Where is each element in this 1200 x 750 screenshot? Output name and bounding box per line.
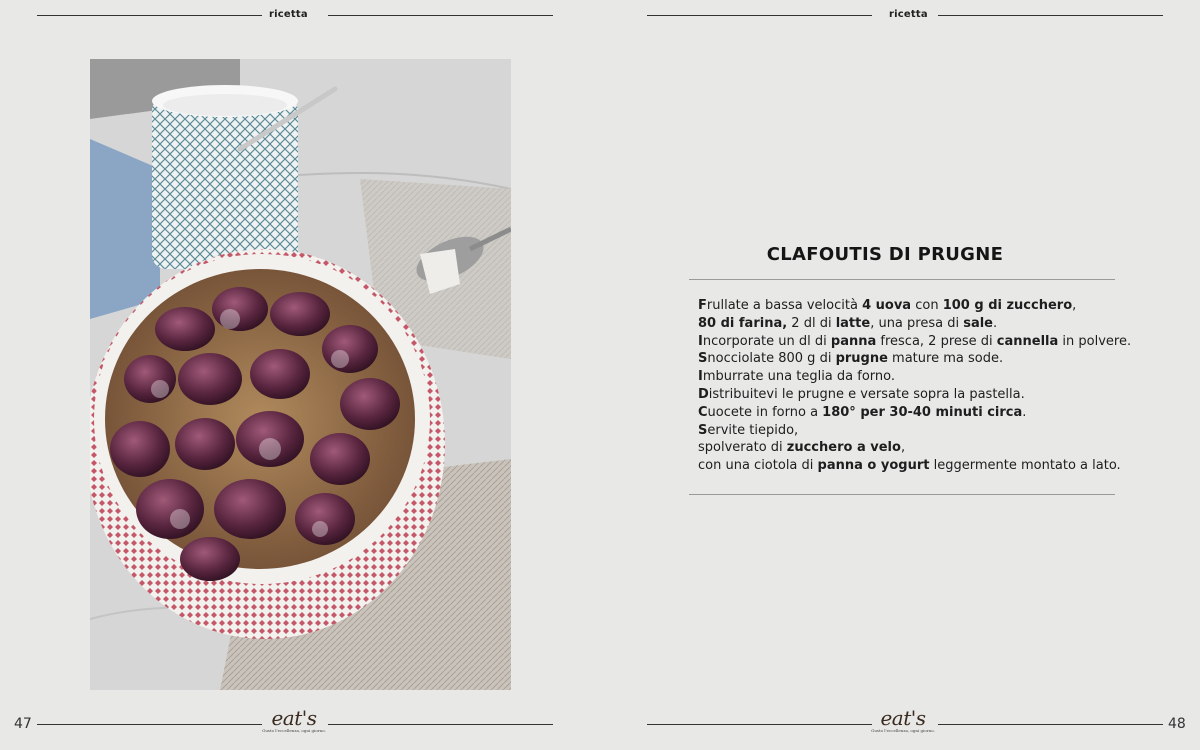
recipe-ingredient: C (698, 404, 708, 420)
header-rule-right (328, 15, 553, 16)
title-rule (689, 279, 1115, 280)
plum-clafoutis-illustration (90, 59, 511, 690)
recipe-line (698, 333, 1132, 351)
header-rule-left (37, 15, 262, 16)
recipe-photo (90, 59, 511, 690)
recipe-text: mburrate una teglia da forno. (702, 369, 895, 385)
recipe-line (698, 297, 1128, 315)
body-rule (689, 494, 1115, 495)
recipe-ingredient: prugne (835, 351, 888, 367)
footer-rule-right (938, 724, 1163, 725)
recipe-ingredient: 80 di farina, (698, 315, 788, 331)
recipe-text: spolverato di (698, 440, 787, 456)
header-rule-left (647, 15, 872, 16)
recipe-ingredient: S (698, 422, 708, 438)
recipe-text: . (993, 315, 998, 331)
eats-logo (868, 708, 938, 734)
recipe-line (698, 457, 1128, 475)
recipe-text: , una presa di (870, 315, 964, 331)
recipe-line (698, 404, 1128, 422)
recipe-text: con una ciotola di (698, 458, 818, 474)
logo-tagline: Gusto l'eccellenza, ogni giorno. (262, 728, 326, 733)
page-number-right: 48 (1168, 716, 1186, 732)
recipe-ingredient: panna (830, 333, 877, 349)
recipe-text: , (1072, 298, 1077, 313)
recipe-text: mature ma sode. (887, 351, 1004, 367)
recipe-title: CLAFOUTIS DI PRUGNE (766, 244, 1004, 265)
right-page (600, 0, 1200, 750)
recipe-ingredient: D (698, 386, 709, 402)
recipe-line (698, 368, 1128, 386)
recipe-ingredient: zucchero a velo (786, 440, 901, 456)
recipe-text: , (900, 440, 906, 456)
recipe-text: nocciolate 800 g di (707, 351, 836, 367)
recipe-text: uocete in forno a (707, 404, 823, 420)
recipe-ingredient: sale (963, 315, 994, 331)
footer-rule-left (37, 724, 262, 725)
recipe-ingredient: S (698, 351, 708, 367)
header-label: ricetta (889, 9, 928, 20)
recipe-ingredient: panna o yogurt (817, 458, 930, 474)
recipe-ingredient: F (698, 298, 707, 313)
recipe-line (698, 386, 1128, 404)
eats-logo (259, 708, 329, 734)
logo-tagline: Gusto l'eccellenza, ogni giorno. (871, 728, 935, 733)
recipe-ingredient: I (698, 369, 703, 385)
recipe-line (698, 422, 1128, 440)
recipe-text: con (911, 298, 943, 313)
recipe-text: ervite tiepido, (707, 422, 799, 438)
page-number-left: 47 (14, 716, 32, 732)
footer-rule-right (328, 724, 553, 725)
recipe-text: istribuitevi le prugne e versate sopra la pastella. (708, 386, 1025, 402)
recipe-text: rullate a bassa velocità (706, 298, 863, 313)
recipe-ingredient: 4 uova (862, 298, 912, 313)
recipe-line (698, 439, 1128, 457)
recipe-line (698, 350, 1128, 368)
recipe-text: . (1022, 404, 1027, 420)
recipe-instructions (698, 297, 1132, 475)
recipe-ingredient: latte (835, 315, 871, 331)
recipe-ingredient: I (698, 333, 703, 349)
recipe-line (698, 315, 1128, 333)
recipe-ingredient: 180° per 30-40 minuti circa (822, 404, 1023, 420)
recipe-text: ncorporate un dl di (702, 333, 831, 349)
logo-wordmark: eat's (880, 706, 926, 730)
recipe-text: fresca, 2 prese di (876, 333, 997, 349)
recipe-ingredient: cannella (996, 333, 1059, 349)
header-rule-right (938, 15, 1163, 16)
logo-wordmark: eat's (271, 706, 317, 730)
recipe-ingredient: 100 g di zucchero (942, 298, 1073, 313)
recipe-text: in polvere. (1058, 333, 1132, 349)
header-label: ricetta (269, 9, 308, 20)
recipe-text: 2 dl di (787, 315, 836, 331)
recipe-text: leggermente montato a lato. (929, 458, 1121, 474)
footer-rule-left (647, 724, 872, 725)
